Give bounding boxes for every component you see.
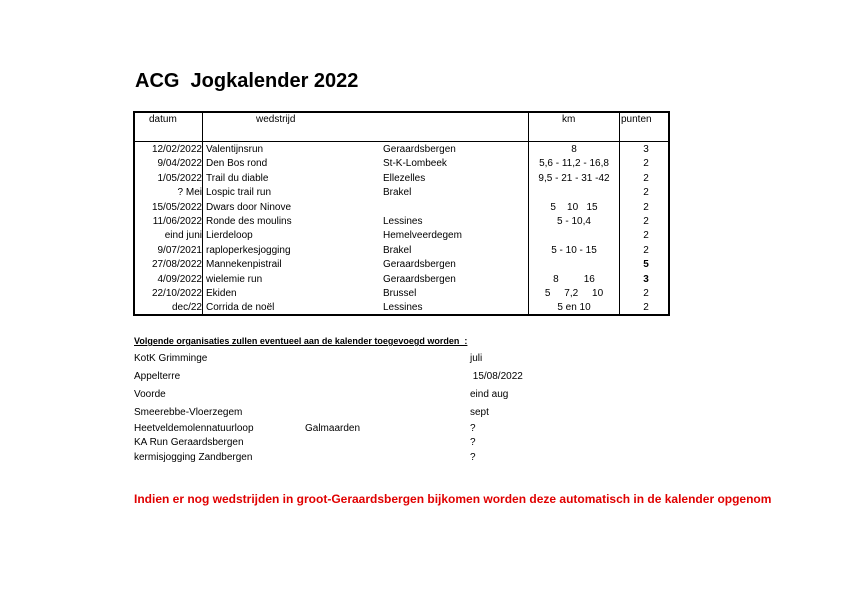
org-place: Galmaarden (305, 423, 361, 434)
row-km: 9,5 - 21 - 31 -42 (538, 172, 610, 184)
row-points: 2 (643, 201, 649, 213)
row-points: 2 (643, 302, 649, 314)
row-place: Lessines (383, 302, 423, 314)
header-divider (135, 141, 668, 142)
row-race: Dwars door Ninove (206, 201, 292, 213)
row-points: 2 (643, 158, 649, 170)
row-date: ? Mei (177, 187, 202, 199)
row-points: 2 (643, 230, 649, 242)
org-name: kermisjogging Zandbergen (134, 452, 253, 463)
org-date: ? (470, 437, 476, 448)
org-name: KotK Grimminge (134, 353, 208, 364)
row-date: 4/09/2022 (157, 273, 202, 285)
row-date: 27/08/2022 (151, 259, 202, 271)
notice-text: Indien er nog wedstrijden in groot-Geraardsbergen bijkomen worden deze automatisch in de kalender opgenom (134, 492, 772, 506)
org-name: Appelterre (134, 371, 181, 382)
row-race: Mannekenpistrail (206, 259, 282, 271)
row-place: Geraardsbergen (383, 259, 456, 271)
header-wedstrijd: wedstrijd (256, 114, 296, 125)
row-place: Hemelveerdegem (383, 230, 462, 242)
row-race: Corrida de noël (206, 302, 275, 314)
org-name: Heetveldemolennatuurloop (134, 423, 254, 434)
row-place: Lessines (383, 216, 423, 227)
race-calendar-table (133, 111, 670, 316)
header-km: km (562, 114, 576, 125)
row-km: 5 - 10 - 15 (551, 244, 597, 256)
row-place: Brakel (383, 187, 412, 199)
header-punten: punten (621, 114, 652, 125)
org-date: ? (470, 423, 476, 434)
row-date: 9/07/2021 (157, 244, 202, 256)
row-race: Lospic trail run (206, 187, 272, 199)
org-name: Smeerebbe-Vloerzegem (134, 407, 243, 418)
column-divider (619, 113, 620, 314)
row-race: Ronde des moulins (206, 216, 292, 227)
org-date: 15/08/2022 (470, 371, 523, 382)
row-km: 5,6 - 11,2 - 16,8 (539, 158, 609, 170)
row-race: Den Bos rond (206, 158, 268, 170)
row-km: 5 - 10,4 (557, 216, 591, 227)
row-points: 2 (643, 288, 649, 299)
row-race: Ekiden (206, 288, 237, 299)
row-date: dec/22 (171, 302, 202, 314)
row-place: St-K-Lombeek (383, 158, 447, 170)
row-race: Lierdeloop (206, 230, 253, 242)
row-date: 12/02/2022 (151, 144, 202, 155)
row-race: wielemie run (206, 273, 263, 285)
row-place: Ellezelles (383, 172, 426, 184)
page-title: ACG Jogkalender 2022 (135, 70, 359, 92)
row-points: 2 (643, 172, 649, 184)
org-date: eind aug (470, 389, 509, 400)
row-date: 1/05/2022 (157, 172, 202, 184)
row-date: 22/10/2022 (151, 288, 202, 299)
row-date: 9/04/2022 (157, 158, 202, 170)
org-date: ? (470, 452, 476, 463)
org-name: KA Run Geraardsbergen (134, 437, 244, 448)
row-points: 2 (643, 216, 649, 227)
organisations-heading: Volgende organisaties zullen eventueel aan de kalender toegevoegd worden : (134, 336, 468, 346)
row-place: Brakel (383, 244, 412, 256)
org-date: juli (470, 353, 483, 364)
row-points: 2 (643, 187, 649, 199)
row-place: Brussel (383, 288, 417, 299)
row-date: 11/06/2022 (152, 216, 202, 227)
column-divider (202, 113, 203, 314)
row-race: raploperkesjogging (206, 244, 291, 256)
row-date: eind juni (164, 230, 202, 242)
row-race: Trail du diable (206, 172, 269, 184)
row-km: 8 (571, 144, 577, 155)
row-place: Geraardsbergen (383, 144, 456, 155)
row-place: Geraardsbergen (383, 273, 456, 285)
org-date: sept (470, 407, 489, 418)
header-datum: datum (149, 114, 177, 125)
row-race: Valentijnsrun (206, 144, 264, 155)
row-points: 2 (643, 244, 649, 256)
row-km: 5 10 15 (550, 201, 598, 213)
row-km: 5 7,2 10 (544, 288, 604, 299)
row-points: 5 (643, 259, 649, 271)
row-points: 3 (643, 273, 649, 285)
row-km: 8 16 (553, 273, 595, 285)
row-km: 5 en 10 (557, 302, 591, 314)
org-name: Voorde (134, 389, 166, 400)
row-points: 3 (643, 144, 649, 155)
row-date: 15/05/2022 (151, 201, 202, 213)
